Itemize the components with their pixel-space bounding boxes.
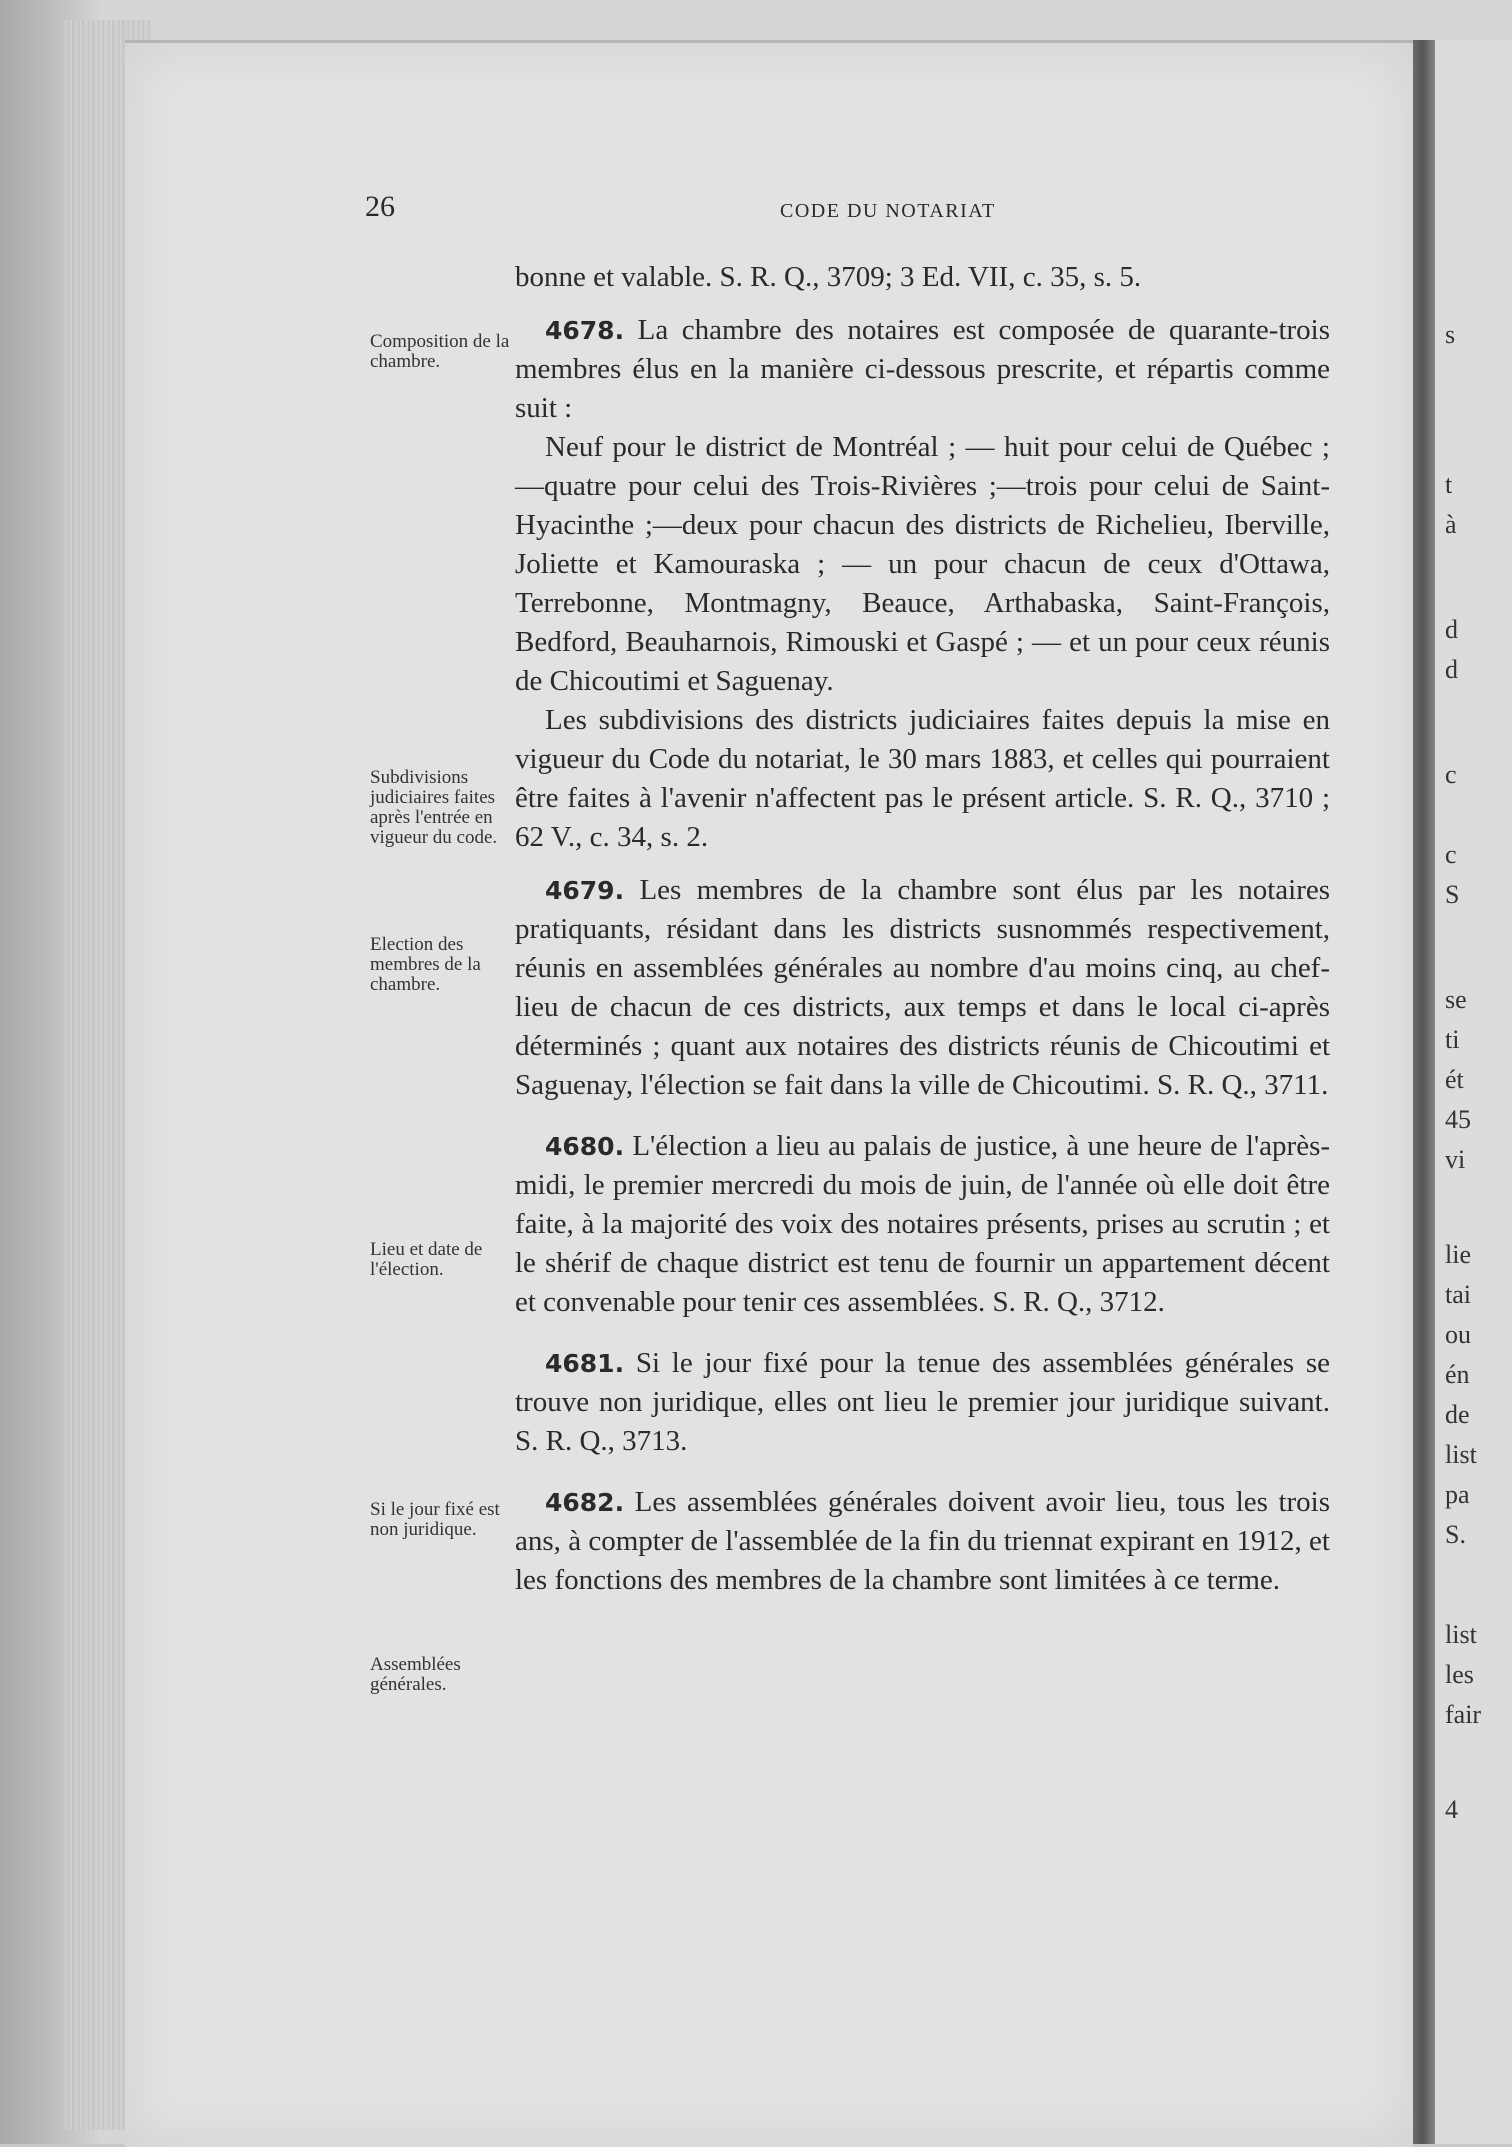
facing-fragment: c bbox=[1445, 760, 1457, 789]
continuation-paragraph: bonne et valable. S. R. Q., 3709; 3 Ed. VII, c. 35, s. 5. bbox=[515, 261, 1142, 293]
article-text: Les assemblées générales doivent avoir lieu, tous les trois ans, à compter de l'assemblée de la fin du triennat expirant en 1912, et les fonctions des membres de la chambre sont limitées à ce terme. bbox=[515, 1486, 1330, 1596]
article-4678-paragraph-3: Les subdivisions des districts judiciaires faites depuis la mise en vigueur du Code du notariat, le 30 mars 1883, et celles qui pourraient être faites à l'avenir n'affectent pas le présent article. S. R. Q., 3710 ; 62 V., c. 34, s. 2. bbox=[515, 704, 1330, 853]
article-text: Les membres de la chambre sont élus par les notaires pratiquants, résidant dans les districts susnommés respectivement, réunis en assemblées générales au nombre d'au moins cinq, au chef-lieu de chacun de ces districts, aux temps et dans le local ci-après déterminés ; quant aux notaires des districts réunis de Chicoutimi et Saguenay, l'élection se fait dans la ville de Chicoutimi. S. R. Q., 3711. bbox=[515, 874, 1331, 1101]
margin-note-election: Election des membres de la chambre. bbox=[370, 934, 481, 995]
facing-fragment: d bbox=[1445, 615, 1458, 644]
facing-fragment: ti bbox=[1445, 1025, 1460, 1054]
facing-fragment: se bbox=[1445, 985, 1467, 1014]
facing-fragment: d bbox=[1445, 655, 1458, 684]
article-text: Si le jour fixé pour la tenue des assemblées générales se trouve non juridique, elles ont lieu le premier jour juridique suivant. S. R. Q., 3713. bbox=[515, 1347, 1331, 1457]
facing-fragment: lie bbox=[1445, 1240, 1471, 1269]
facing-fragment: 45 bbox=[1445, 1105, 1471, 1134]
facing-fragment: s bbox=[1445, 320, 1456, 349]
margin-note-assemblees: Assemblées générales. bbox=[370, 1654, 461, 1695]
article-4680 bbox=[515, 1127, 1330, 1322]
facing-fragment: de bbox=[1445, 1400, 1470, 1429]
article-number: 4681. bbox=[545, 1349, 625, 1378]
facing-fragment: ét bbox=[1445, 1065, 1464, 1094]
page-body bbox=[515, 258, 1330, 1600]
margin-note-lieu: Lieu et date de l'élection. bbox=[370, 1239, 483, 1280]
facing-fragment: S bbox=[1445, 880, 1460, 909]
facing-fragment: én bbox=[1445, 1360, 1470, 1389]
facing-fragment: list bbox=[1445, 1440, 1477, 1469]
facing-fragment: fair bbox=[1445, 1700, 1482, 1729]
facing-fragment: ou bbox=[1445, 1320, 1471, 1349]
article-number: 4680. bbox=[545, 1132, 625, 1161]
facing-fragment: c bbox=[1445, 840, 1457, 869]
margin-note-composition: Composition de la chambre. bbox=[370, 331, 510, 372]
book-gutter bbox=[1413, 40, 1435, 2144]
page-number: 26 bbox=[365, 190, 395, 223]
facing-fragment: list bbox=[1445, 1620, 1477, 1649]
article-4678-paragraph-2: Neuf pour le district de Montréal ; — huit pour celui de Québec ;—quatre pour celui des Trois-Rivières ;—trois pour celui de Saint-Hyacinthe ;—deux pour chacun des districts de Richelieu, Iberville, Joliette et Kamouraska ; — un pour chacun de ceux d'Ottawa, Terrebonne, Montmagny, Beauce, Arthabaska, Saint-François, Bedford, Beauharnois, Rimouski et Gaspé ; — et un pour ceux réunis de Chicoutimi et Saguenay. bbox=[515, 431, 1330, 697]
article-4678 bbox=[515, 311, 1330, 428]
article-4681 bbox=[515, 1344, 1330, 1461]
article-4682 bbox=[515, 1483, 1330, 1600]
article-4679 bbox=[515, 871, 1330, 1105]
margin-note-jour: Si le jour fixé est non juridique. bbox=[370, 1499, 500, 1540]
article-text: L'élection a lieu au palais de justice, à une heure de l'après-midi, le premier mercredi du mois de juin, de l'année où elle doit être faite, à la majorité des voix des notaires présents, prises au scrutin ; et le shérif de chaque district est tenu de fournir un appartement décent et convenable pour tenir ces assemblées. S. R. Q., 3712. bbox=[515, 1130, 1331, 1318]
facing-fragment: pa bbox=[1445, 1480, 1470, 1509]
facing-fragment: les bbox=[1445, 1660, 1474, 1689]
facing-page bbox=[1435, 40, 1512, 2144]
margin-note-subdivisions: Subdivisions judiciaires faites après l'entrée en vigueur du code. bbox=[370, 767, 498, 848]
facing-fragment: tai bbox=[1445, 1280, 1471, 1309]
article-number: 4678. bbox=[545, 316, 625, 345]
article-number: 4682. bbox=[545, 1488, 625, 1517]
facing-fragment: t bbox=[1445, 470, 1453, 499]
facing-fragment: S. bbox=[1445, 1520, 1466, 1549]
facing-fragment: à bbox=[1445, 510, 1457, 539]
running-head: CODE DU NOTARIAT bbox=[780, 200, 996, 222]
article-number: 4679. bbox=[545, 876, 625, 905]
article-text: La chambre des notaires est composée de quarante-trois membres élus en la manière ci-dessous prescrite, et répartis comme suit : bbox=[515, 314, 1330, 424]
facing-fragment: 4 bbox=[1445, 1795, 1458, 1824]
facing-fragment: vi bbox=[1445, 1145, 1466, 1174]
